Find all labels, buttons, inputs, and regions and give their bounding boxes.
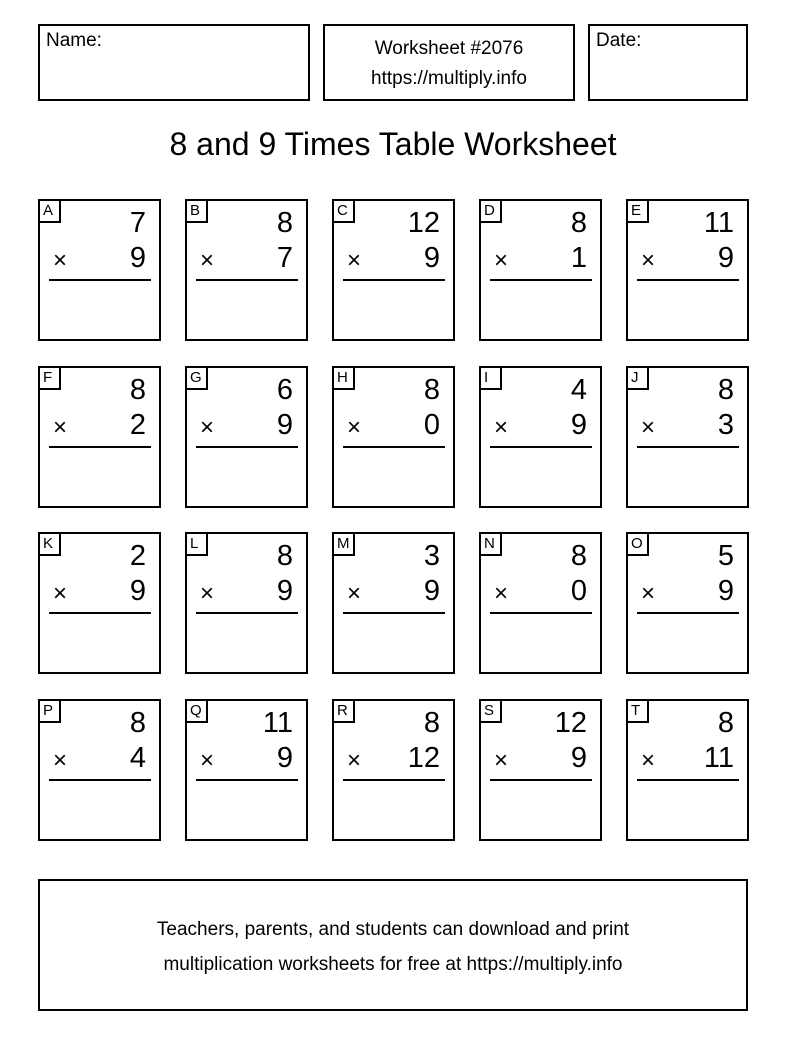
multiply-sign: × (347, 580, 362, 608)
multiplier: 0 (423, 408, 440, 441)
answer-line (343, 779, 445, 781)
multiplier: 2 (129, 408, 146, 441)
answer-line (343, 279, 445, 281)
date-label: Date: (596, 30, 642, 51)
multiplier: 9 (423, 575, 440, 608)
multiplier: 12 (407, 742, 440, 775)
multiplicand: 8 (423, 707, 440, 740)
multiply-sign: × (200, 247, 215, 274)
multiplier: 9 (570, 408, 587, 441)
multiply-sign: × (347, 747, 362, 775)
multiply-sign: × (494, 247, 509, 274)
multiplicand: 4 (570, 373, 587, 406)
multiplier: 0 (570, 575, 587, 608)
answer-line (637, 446, 739, 448)
problem-box[interactable] (626, 366, 749, 508)
multiply-sign: × (53, 580, 68, 608)
multiplier: 9 (717, 242, 734, 274)
problem-box[interactable] (479, 532, 602, 674)
answer-line (343, 446, 445, 448)
problem-box[interactable] (38, 366, 161, 508)
multiply-sign: × (200, 580, 215, 608)
problem-box[interactable] (38, 532, 161, 674)
problem-letter: G (185, 366, 208, 390)
worksheet-url: https://multiply.info (371, 68, 527, 89)
problem-letter: E (626, 199, 649, 223)
problem-box[interactable] (332, 699, 455, 841)
multiplicand: 12 (554, 707, 587, 740)
problem-letter: T (626, 699, 649, 723)
problem-box[interactable] (185, 366, 308, 508)
problem-letter: B (185, 199, 208, 223)
footer-box (38, 879, 748, 1011)
multiplicand: 8 (129, 707, 146, 740)
problem-box[interactable] (38, 699, 161, 841)
multiply-sign: × (641, 580, 656, 608)
multiplicand: 8 (276, 207, 293, 239)
multiplicand: 6 (276, 373, 293, 406)
multiply-sign: × (53, 413, 68, 441)
problem-box[interactable] (479, 366, 602, 508)
answer-line (49, 779, 151, 781)
answer-line (637, 279, 739, 281)
problem-letter: N (479, 532, 502, 556)
problem-box[interactable] (38, 199, 161, 341)
multiplier: 9 (570, 742, 587, 775)
multiply-sign: × (347, 413, 362, 441)
problem-letter: M (332, 532, 355, 556)
answer-line (49, 446, 151, 448)
multiplicand: 11 (703, 207, 734, 239)
multiplier: 11 (703, 742, 734, 775)
multiplicand: 5 (717, 540, 734, 573)
name-field[interactable] (38, 24, 310, 101)
answer-line (196, 612, 298, 614)
problem-letter: D (479, 199, 502, 223)
answer-line (343, 612, 445, 614)
multiply-sign: × (53, 747, 68, 775)
problem-letter: K (38, 532, 61, 556)
multiplicand: 7 (129, 207, 146, 239)
multiply-sign: × (200, 747, 215, 775)
multiply-sign: × (200, 413, 215, 441)
answer-line (490, 446, 592, 448)
answer-line (637, 612, 739, 614)
multiplicand: 8 (276, 540, 293, 573)
multiplicand: 8 (129, 373, 146, 406)
multiplier: 9 (129, 575, 146, 608)
multiplier: 9 (276, 575, 293, 608)
multiply-sign: × (494, 747, 509, 775)
multiplier: 3 (717, 408, 734, 441)
answer-line (49, 612, 151, 614)
problem-letter: P (38, 699, 61, 723)
problem-letter: C (332, 199, 355, 223)
answer-line (196, 279, 298, 281)
problem-letter: R (332, 699, 355, 723)
problem-box[interactable] (626, 532, 749, 674)
multiplier: 9 (276, 742, 293, 775)
multiply-sign: × (53, 247, 68, 274)
problem-letter: F (38, 366, 61, 390)
answer-line (490, 612, 592, 614)
worksheet-info-box (323, 24, 575, 101)
answer-line (490, 779, 592, 781)
multiplicand: 11 (262, 707, 293, 740)
problem-box[interactable] (185, 199, 308, 341)
problem-letter: I (479, 366, 502, 390)
problem-box[interactable] (332, 532, 455, 674)
multiply-sign: × (641, 413, 656, 441)
multiplier: 1 (570, 242, 587, 274)
multiplicand: 12 (407, 207, 440, 239)
answer-line (637, 779, 739, 781)
problem-box[interactable] (479, 699, 602, 841)
problem-letter: Q (185, 699, 208, 723)
multiplicand: 2 (129, 540, 146, 573)
multiplier: 4 (129, 742, 146, 775)
multiply-sign: × (641, 747, 656, 775)
date-field[interactable] (588, 24, 748, 101)
multiplier: 7 (276, 242, 293, 274)
worksheet-number: Worksheet #2076 (374, 38, 524, 59)
answer-line (196, 446, 298, 448)
name-label: Name: (46, 30, 102, 51)
multiplier: 9 (276, 408, 293, 441)
problem-box[interactable] (332, 199, 455, 341)
multiply-sign: × (347, 247, 362, 274)
problem-letter: O (626, 532, 649, 556)
problem-letter: S (479, 699, 502, 723)
multiplicand: 8 (717, 373, 734, 406)
multiplicand: 8 (423, 373, 440, 406)
multiplier: 9 (423, 242, 440, 274)
problem-box[interactable] (185, 699, 308, 841)
multiplicand: 3 (423, 540, 440, 573)
multiply-sign: × (494, 580, 509, 608)
answer-line (196, 779, 298, 781)
problem-box[interactable] (479, 199, 602, 341)
multiplicand: 8 (570, 540, 587, 573)
problem-letter: H (332, 366, 355, 390)
multiply-sign: × (641, 247, 656, 274)
answer-line (49, 279, 151, 281)
problem-box[interactable] (332, 366, 455, 508)
multiplicand: 8 (570, 207, 587, 239)
problem-box[interactable] (626, 199, 749, 341)
footer-line-1: Teachers, parents, and students can download and print (156, 919, 630, 940)
problem-letter: J (626, 366, 649, 390)
footer-line-2: multiplication worksheets for free at https://multiply.info (163, 954, 623, 975)
multiply-sign: × (494, 413, 509, 441)
multiplier: 9 (129, 242, 146, 274)
problem-letter: A (38, 199, 61, 223)
problem-box[interactable] (185, 532, 308, 674)
answer-line (490, 279, 592, 281)
multiplicand: 8 (717, 707, 734, 740)
multiplier: 9 (717, 575, 734, 608)
problem-letter: L (185, 532, 208, 556)
page-title: 8 and 9 Times Table Worksheet (169, 126, 617, 162)
problem-box[interactable] (626, 699, 749, 841)
